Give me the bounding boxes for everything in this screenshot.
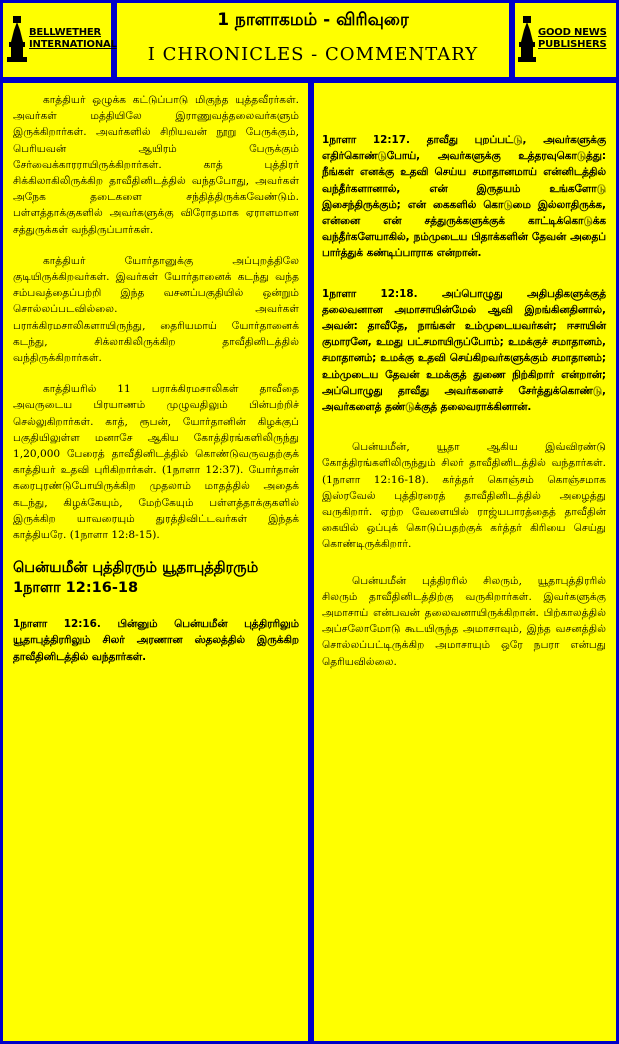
bellwether-logo-icon: [7, 16, 27, 62]
verse-12-17: 1நாளா 12:17. தாவீது புறப்பட்டு, அவர்களுக்கு எதிர்கொண்டுபோய், அவர்களுக்கு உத்தரவுகொடுத்து: நீங்கள் எனக்கு உதவி செய்ய சமாதானமாய் என்னிடத்தில் வந்தீர்களானால், என் இருதயம் உங்களோடு இசைந்திருக்கும்; என் கைகளில் கொடுமை இல்லாதிருக்க, என்னை என் சத்துருக்களுக்குக் காட்டிக்கொடுக்க வந்தீர்களேயாகில், நம்முடைய பிதாக்களின் தேவன் அதைப் பார்த்துக் கண்டிப்பாராக என்றான்.: [322, 134, 606, 260]
page-title-english: I CHRONICLES - COMMENTARY: [147, 44, 479, 65]
left-paragraph-2: காத்தியர் யோர்தானுக்கு அப்புறத்திலே குடியிருக்கிறவர்கள். இவர்கள் யோர்தானைக் கடந்து வந்த சம்பவத்தைப்பற்றி இந்த வசனப்பகுதியில் ஒன்றும் சொல்லப்படவில்லை. அவர்கள் பராக்கிரமசாலிகளாயிருந்து, தைரியமாய் யோர்தானைக் கடந்து, சிக்லாகிலிருக்கிற தாவீதினிடத்தில் வந்திருக்கிறார்கள்.: [13, 254, 299, 365]
bellwether-logo-line2: INTERNATIONAL: [29, 39, 117, 50]
right-paragraph-1: பென்யமீன், யூதா ஆகிய இவ்விரண்டு கோத்திரங்களிலிருந்தும் சிலர் தாவீதினிடத்தில் வந்தார்கள். (1நாளா 12:16-18). கர்த்தர் கொஞ்சம் கொஞ்சமாக இஸ்ரவேல் புத்திரரைத் தாவீதினிடத்தில் அழைத்து வருகிறார். ஏற்ற வேளையில் ராஜ்யபாரத்தைத் தாவீதின் கையில் ஒப்புக் கொடுப்பதற்குக் கர்த்தர் கிரியை செய்து கொண்டிருக்கிறார்.: [322, 441, 606, 551]
page-title-tamil: 1 நாளாகமம் - விரிவுரை: [217, 10, 409, 30]
left-paragraph-3: காத்தியரில் 11 பராக்கிரமசாலிகள் தாவீதை அவருடைய பிரயாணம் முழுவதிலும் பின்பற்றிச் செல்லுகிறார்கள். காத், ரூபன், யோர்தானின் கிழக்குப் பகுதியிலுள்ள மனாசே ஆகிய கோத்திரங்களிலிருந்து 1,20,000 பேரைத் தாவீதினிடத்தில் கொண்டுவருவதற்குக் காத்தியர் உதவி புரிகிறார்கள். (1நாளா 12:37). யோர்தான் கரைபுரண்டுபோயிருக்கிற முதலாம் மாதத்தில் அதைக் கடந்து, கிழக்கேயும், மேற்கேயும் பள்ளத்தாக்குகளில் இருக்கிற யாவரையும் துரத்திவிட்டவர்கள் இந்தக் காத்தியரே. (1நாளா 12:8-15).: [13, 383, 299, 542]
good-news-logo-line2: PUBLISHERS: [538, 39, 607, 50]
left-column-content: [13, 92, 299, 680]
section-heading: [13, 558, 299, 598]
section-heading-reference: 1நாளா 12:16-18: [13, 580, 139, 597]
verse-12-18: 1நாளா 12:18. அப்பொழுது அதிபதிகளுக்குத் தலைவனான அமாசாயின்மேல் ஆவி இறங்கினதினால், அவன்: தாவீதே, நாங்கள் உம்முடையவர்கள்; ஈசாயின் குமாரனே, உமது பட்சமாயிருப்போம்; உமக்குச் சமாதானம், சமாதானம்; உமக்கு உதவி செய்கிறவர்களுக்கும் சமாதானம்; உம்முடைய தேவன் உமக்குத் துணை நிற்கிறார் என்றான்; அப்பொழுது தாவீது அவர்களைச் சேர்த்துக்கொண்டு, அவர்களைத் தண்டுக்குத் தலைவராக்கினான்.: [322, 287, 606, 414]
bellwether-logo-line1: BELLWETHER: [29, 27, 102, 38]
good-news-logo-line1: GOOD NEWS: [538, 27, 607, 38]
right-column-content: [322, 92, 606, 685]
verse-12-16: 1நாளா 12:16. பின்னும் பென்யமீன் புத்திரரிலும் யூதாபுத்திரரிலும் சிலர் அரணான ஸ்தலத்தில் இருக்கிற தாவீதினிடத்தில் வந்தார்கள்.: [13, 618, 299, 663]
right-paragraph-2: பென்யமீன் புத்திரரில் சிலரும், யூதாபுத்திரரில் சிலரும் தாவீதினிடத்திற்கு வருகிறார்கள். இவர்களுக்கு அமாசாய் என்பவன் தலைவனாயிருக்கிறான். பிற்காலத்தில் அப்சலோமோடு கூடயிருந்த அமாசாவும், இந்த வசனத்தில் சொல்லப்பட்டிருக்கிற அமாசாயும் ஒரே நபரா என்பது தெரியவில்லை.: [322, 574, 606, 668]
section-heading-title: பென்யமீன் புத்திரரும் யூதாபுத்திரரும்: [13, 560, 259, 577]
good-news-logo-icon: [518, 16, 536, 62]
good-news-logo: [518, 16, 607, 62]
left-paragraph-1: காத்தியர் ஒழுக்க கட்டுப்பாடு மிகுந்த யுத்தவீரர்கள். அவர்கள் மத்தியிலே இராணுவத்தலைவர்களும் இருக்கிறார்கள். அவர்களில் சிறியவன் நூறு பேருக்கும், பெரியவன் ஆயிரம் பேருக்கும் சேர்வைக்காரராயிருக்கிறார்கள். காத் புத்திரர் சிக்கிலாகிலிருக்கிற தாவீதினிடத்தில் வந்தபோது, அவர்கள் அநேக தடைகளை சந்தித்திருக்கவேண்டும். பள்ளத்தாக்குகளில் அவர்களுக்கு விரோதமாக ஏராளமான சத்துருக்கள் வந்திருப்பார்கள்.: [13, 94, 299, 236]
bellwether-logo: [7, 16, 117, 62]
